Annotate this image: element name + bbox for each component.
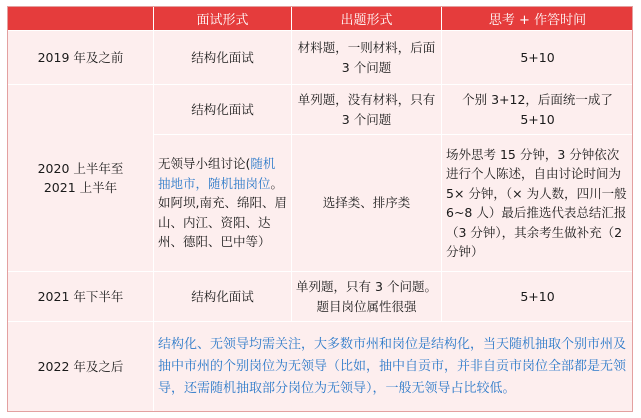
question-cell: 选择类、排序类 xyxy=(292,135,442,272)
header-row xyxy=(8,7,634,31)
form-prefix: 无领导小组讨论( xyxy=(158,156,251,172)
form-cell: 结构化面试 xyxy=(154,31,292,85)
header-time: 思考 + 作答时间 xyxy=(442,7,634,31)
period-cell: 2019 年及之前 xyxy=(8,31,154,85)
period-cell: 2022 年及之后 xyxy=(8,322,154,412)
period-cell xyxy=(8,85,154,272)
question-cell: 材料题，一则材料，后面 3 个问题 xyxy=(292,31,442,85)
header-question: 出题形式 xyxy=(292,7,442,31)
period-cell: 2021 年下半年 xyxy=(8,272,154,322)
row-2019 xyxy=(8,31,634,85)
form-suffix: 。如阿坝,南充、绵阳、眉山、内江、资阳、达州、德阳、巴中等） xyxy=(158,175,287,250)
period-text: 2020 上半年至 2021 上半年 xyxy=(37,160,124,195)
form-cell xyxy=(154,135,292,272)
form-highlight: 随机抽地市，随机抽岗位 xyxy=(158,156,276,191)
form-cell: 结构化面试 xyxy=(154,85,292,135)
time-cell: 5+10 xyxy=(442,31,634,85)
header-form: 面试形式 xyxy=(154,7,292,31)
time-cell: 个别 3+12，后面统一成了 5+10 xyxy=(442,85,634,135)
question-cell: 单列题，没有材料，只有 3 个问题 xyxy=(292,85,442,135)
question-cell: 单列题，只有 3 个问题。题目岗位属性很强 xyxy=(292,272,442,322)
time-cell: 场外思考 15 分钟，3 分钟依次进行个人陈述，自由讨论时间为 5× 分钟，（× 为人数，四川一般 6~8 人）最后推选代表总结汇报（3 分钟），其余考生做补充（2 分钟） xyxy=(442,135,634,272)
header-period xyxy=(8,7,154,31)
form-cell: 结构化面试 xyxy=(154,272,292,322)
row-2020-structured xyxy=(8,85,634,135)
row-2022 xyxy=(8,322,634,412)
interview-format-table xyxy=(7,6,634,412)
note-cell: 结构化、无领导均需关注，大多数市州和岗位是结构化，当天随机抽取个别市州及抽中市州的个别岗位为无领导（比如，抽中自贡市，并非自贡市岗位全部都是无领导，还需随机抽取部分岗位为无领导），一般无领导占比较低。 xyxy=(154,322,634,412)
time-cell: 5+10 xyxy=(442,272,634,322)
row-2021h2 xyxy=(8,272,634,322)
